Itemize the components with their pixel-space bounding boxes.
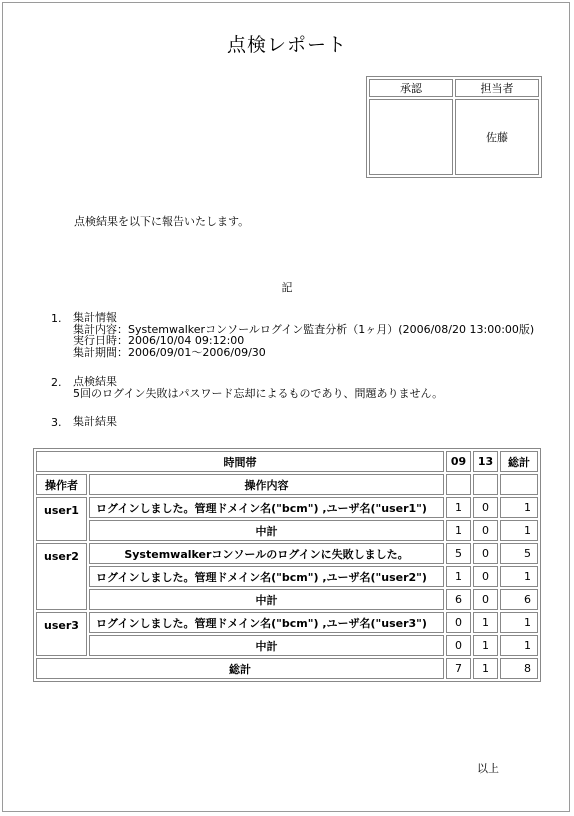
section-1 — [73, 312, 534, 358]
section-2-heading: 点検結果 — [73, 375, 117, 388]
operation-cell: ログインしました。管理ドメイン名("bcm") ,ユーザ名("user1") — [89, 497, 444, 518]
subtotal-09: 1 — [446, 520, 471, 541]
row-total: 5 — [500, 543, 538, 564]
subtotal-row — [36, 635, 538, 656]
empty-cell — [446, 474, 471, 495]
count-09: 1 — [446, 566, 471, 587]
operator-header: 操作者 — [36, 474, 87, 495]
hour-header-09: 09 — [446, 451, 471, 472]
empty-cell — [500, 474, 538, 495]
approval-box — [366, 76, 542, 178]
operator-user3: user3 — [36, 612, 87, 656]
section-1-line-1: 集計内容：Systemwalkerコンソールログイン監査分析（1ヶ月）(2006/08/20 13:00:00版) — [73, 322, 535, 336]
row-total: 1 — [500, 497, 538, 518]
section-2-number: 2. — [51, 376, 62, 389]
table-header-row — [36, 451, 538, 472]
subtotal-09: 6 — [446, 589, 471, 610]
grand-total-13: 1 — [473, 658, 498, 679]
approval-stamp-approve — [369, 99, 453, 175]
subtotal-13: 0 — [473, 589, 498, 610]
section-3-number: 3. — [51, 416, 62, 429]
ki-mark: 記 — [281, 281, 293, 294]
grand-total-value: 8 — [500, 658, 538, 679]
operation-cell: ログインしました。管理ドメイン名("bcm") ,ユーザ名("user2") — [89, 566, 444, 587]
count-13: 0 — [473, 566, 498, 587]
count-13: 0 — [473, 497, 498, 518]
subtotal-label: 中計 — [89, 635, 444, 656]
result-table — [33, 448, 541, 682]
grand-total-09: 7 — [446, 658, 471, 679]
approval-stamp-person: 佐藤 — [455, 99, 539, 175]
row-total: 1 — [500, 612, 538, 633]
operation-cell: Systemwalkerコンソールのログインに失敗しました。 — [89, 543, 444, 564]
count-09: 5 — [446, 543, 471, 564]
row-total: 1 — [500, 566, 538, 587]
operation-header: 操作内容 — [89, 474, 444, 495]
empty-cell — [473, 474, 498, 495]
section-1-line-2: 実行日時：2006/10/04 09:12:00 — [73, 334, 245, 347]
operator-user2: user2 — [36, 543, 87, 610]
subtotal-13: 0 — [473, 520, 498, 541]
grand-total-label: 総計 — [36, 658, 444, 679]
section-1-heading: 集計情報 — [73, 311, 117, 324]
time-slot-header: 時間帯 — [36, 451, 444, 472]
approval-header-person: 担当者 — [455, 79, 539, 97]
count-09: 0 — [446, 612, 471, 633]
operator-user1: user1 — [36, 497, 87, 541]
subtotal-label: 中計 — [89, 520, 444, 541]
intro-text: 点検結果を以下に報告いたします。 — [74, 215, 250, 228]
count-09: 1 — [446, 497, 471, 518]
table-row — [36, 566, 538, 587]
count-13: 0 — [473, 543, 498, 564]
count-13: 1 — [473, 612, 498, 633]
section-3-heading: 集計結果 — [73, 415, 117, 428]
section-2 — [73, 376, 443, 399]
total-header: 総計 — [500, 451, 538, 472]
approval-header-approve: 承認 — [369, 79, 453, 97]
subtotal-total: 1 — [500, 520, 538, 541]
subtotal-13: 1 — [473, 635, 498, 656]
table-subheader-row — [36, 474, 538, 495]
operation-cell: ログインしました。管理ドメイン名("bcm") ,ユーザ名("user3") — [89, 612, 444, 633]
section-1-line-3: 集計期間：2006/09/01～2006/09/30 — [73, 345, 266, 359]
subtotal-total: 1 — [500, 635, 538, 656]
subtotal-row — [36, 520, 538, 541]
section-3 — [73, 416, 117, 428]
table-row — [36, 612, 538, 633]
subtotal-09: 0 — [446, 635, 471, 656]
grand-total-row — [36, 658, 538, 679]
subtotal-total: 6 — [500, 589, 538, 610]
signoff-text: 以上 — [477, 762, 499, 775]
table-row — [36, 497, 538, 518]
hour-header-13: 13 — [473, 451, 498, 472]
subtotal-row — [36, 589, 538, 610]
subtotal-label: 中計 — [89, 589, 444, 610]
table-row — [36, 543, 538, 564]
report-title: 点検レポート — [226, 34, 347, 56]
section-2-line-1: 5回のログイン失敗はパスワード忘却によるものであり、問題ありません。 — [73, 386, 444, 400]
section-1-number: 1. — [51, 312, 62, 325]
